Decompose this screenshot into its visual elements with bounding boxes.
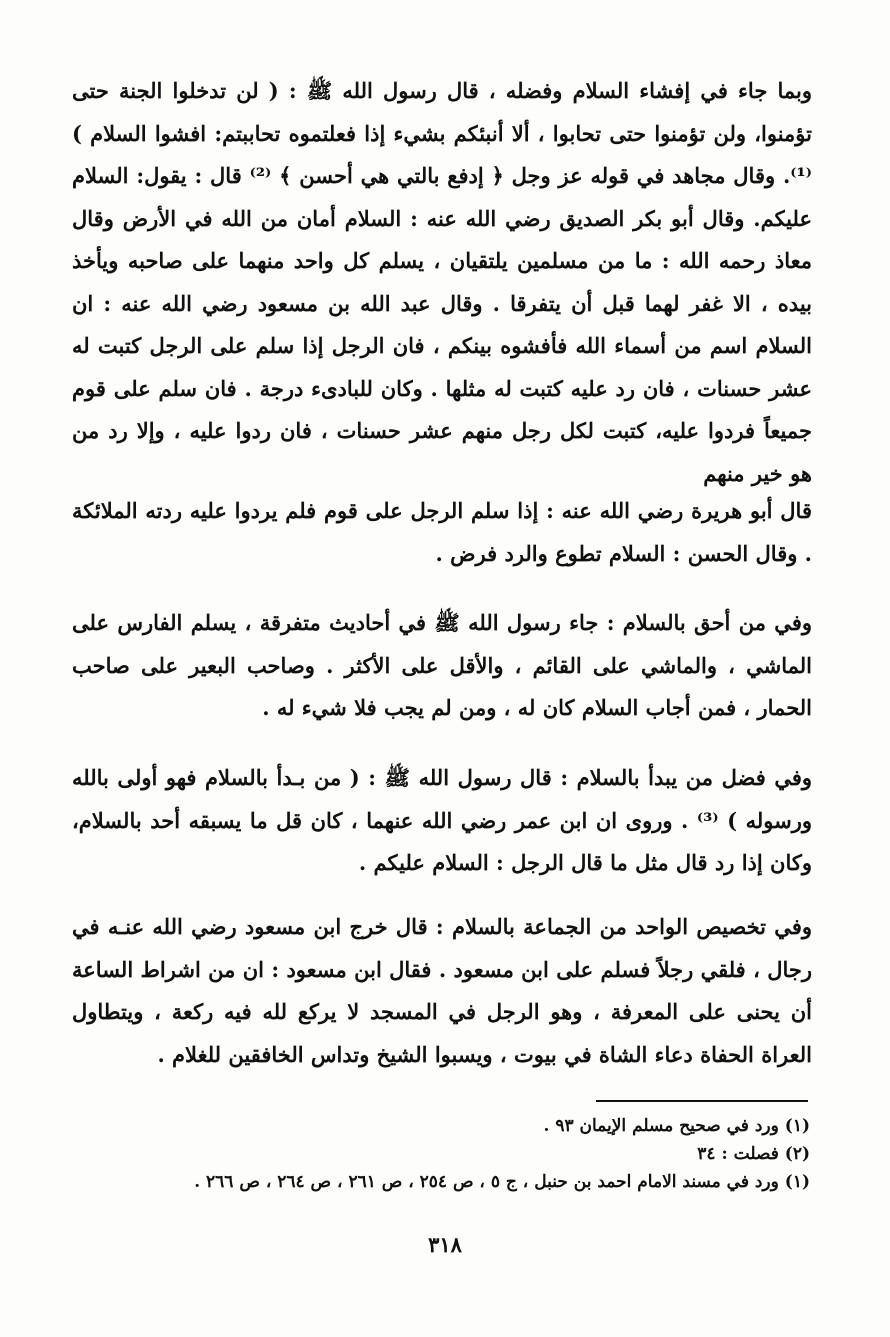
- paragraph-text: وبما جاء في إفشاء السلام وفضله ، قال رسول الله ﷺ : ( لن تدخلوا الجنة حتى تؤمنوا، ولن تؤمنوا حتى تحابوا ، ألا أنبئكم بشيء إذا فعلتموه تحاببتم: افشوا السلام )⁽¹⁾. وقال مجاهد في قوله عز وجل ﴿ إدفع بالتي هي أحسن ﴾ ⁽²⁾ قال : يقول: السلام عليكم. وقال أبو بكر الصديق رضي الله عنه : السلام أمان من الله في الأرض وقال معاذ رحمه الله : ما من مسلمين يلتقيان ، يسلم كل واحد منهما على صاحبه ويأخذ بيده ، الا غفر لهما قبل أن يتفرقا . وقال عبد الله بن مسعود رضي الله عنه : ان السلام اسم من أسماء الله فأفشوه بينكم ، فان الرجل إذا سلم على الرجل كتبت له عشر حسنات ، فان رد عليه كتبت له مثلها . وكان للبادىء درجة . فان سلم على قوم جميعاً فردوا عليه، كتبت لكل رجل منهم عشر حسنات ، فان ردوا عليه ، وإلا رد من هو خير منهم: [72, 78, 812, 486]
- paragraph-abu-hurayra: [72, 490, 812, 575]
- footnotes: [60, 1112, 810, 1196]
- paragraph-text: قال أبو هريرة رضي الله عنه : إذا سلم الرجل على قوم فلم يردوا عليه ردته الملائكة . وقال الحسن : السلام تطوع والرد فرض .: [72, 498, 812, 566]
- paragraph-initiating-greeting: [72, 757, 812, 885]
- footnote-item: (١) ورد في مسند الامام احمد بن حنبل ، ج ٥ ، ص ٢٥٤ ، ص ٢٦١ ، ص ٢٦٤ ، ص ٢٦٦ .: [194, 1172, 810, 1192]
- footnote-item: (٢) فصلت : ٣٤: [697, 1144, 810, 1164]
- paragraph-who-greets-first: [72, 602, 812, 730]
- footnote-divider: [596, 1100, 808, 1102]
- paragraph-text: وفي تخصيص الواحد من الجماعة بالسلام : قال خرج ابن مسعود رضي الله عنـه في رجال ، فلقي رجلاً فسلم على ابن مسعود . فقال ابن مسعود : ان من اشراط الساعة أن يحنى على المعرفة ، وهو الرجل في المسجد لا يركع لله فيه ركعة ، ويتطاول العراة الحفاة دعاء الشاة في بيوت ، ويسبوا الشيخ وتداس الخافقين للغلام .: [72, 914, 812, 1067]
- footnote-item: (١) ورد في صحيح مسلم الإيمان ٩٣ .: [543, 1116, 810, 1136]
- paragraph-text: وفي فضل من يبدأ بالسلام : قال رسول الله ﷺ : ( من بـدأ بالسلام فهو أولى بالله ورسوله ) ⁽³⁾ . وروى ان ابن عمر رضي الله عنهما ، كان قل ما يسبقه أحد بالسلام، وكان إذا رد قال مثل ما قال الرجل : السلام عليكم .: [72, 765, 812, 875]
- paragraph-greeting-virtue: [72, 70, 812, 495]
- paragraph-singling-out: [72, 906, 812, 1076]
- page-number: ٣١٨: [428, 1232, 462, 1257]
- paragraph-text: وفي من أحق بالسلام : جاء رسول الله ﷺ في أحاديث متفرقة ، يسلم الفارس على الماشي ، والماشي على القائم ، والأقل على الأكثر . وصاحب البعير على صاحب الحمار ، فمن أجاب السلام كان له ، ومن لم يجب فلا شيء له .: [72, 610, 812, 720]
